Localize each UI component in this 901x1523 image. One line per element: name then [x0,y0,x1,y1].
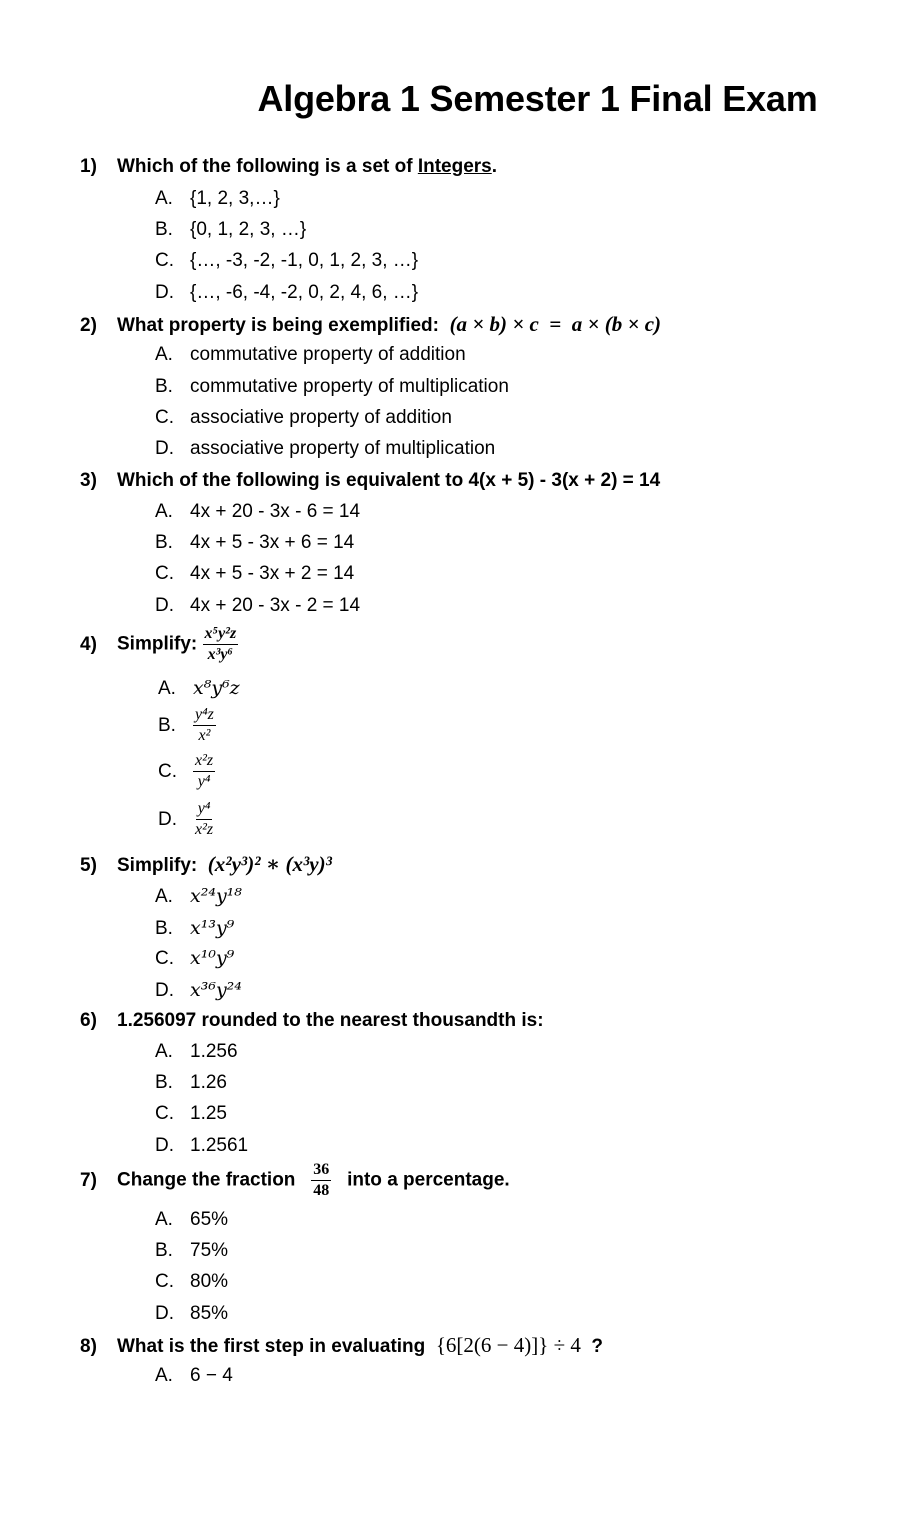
option-letter: D. [155,1303,174,1324]
option-text: associative property of addition [190,407,452,428]
question-text: 1.256097 rounded to the nearest thousandth is: [117,1010,544,1031]
option-3b[interactable] [155,531,354,555]
question-text: Simplify: [117,633,198,655]
option-7a[interactable] [155,1208,228,1232]
option-5a[interactable] [155,884,242,909]
option-text: 75% [190,1240,229,1261]
option-text: {0, 1, 2, 3, …} [190,219,307,240]
option-letter: A. [155,188,173,209]
option-2b[interactable] [155,375,509,399]
question-text-underlined: Integers [417,156,492,177]
question-text: Which of the following is equivalent to 4(x + 5) - 3(x + 2) = 14 [117,470,661,491]
fraction-denominator: x²z [195,821,214,838]
question-number: 1) [80,156,97,177]
option-letter: B. [155,1072,173,1093]
fraction-numerator: 36 [311,1160,331,1181]
option-text: x¹⁰y⁹ [190,947,235,969]
question-text-end: . [491,156,498,177]
option-text: 6 − 4 [190,1365,233,1386]
option-5c[interactable] [155,946,234,971]
fraction-numerator: x²z [193,751,215,772]
option-letter: C. [155,563,174,584]
question-number: 4) [80,633,97,655]
question-number: 8) [80,1336,97,1357]
option-text: 1.2561 [190,1135,249,1156]
option-letter: D. [155,438,174,459]
option-6a[interactable] [155,1040,238,1064]
question-number: 5) [80,855,97,876]
option-text: x¹³y⁹ [190,917,235,939]
option-letter: D. [155,980,174,1001]
option-letter: B. [155,1240,173,1261]
question-4 [80,624,238,665]
option-letter: B. [155,376,173,397]
option-6c[interactable] [155,1102,227,1126]
option-1a[interactable] [155,187,280,211]
option-fraction [193,751,215,792]
option-fraction [193,799,215,840]
option-text: 1.25 [190,1103,227,1124]
option-text: 4x + 20 - 3x - 2 = 14 [190,595,361,616]
fraction-denominator: x² [198,727,211,744]
option-letter: D. [155,595,174,616]
option-letter: C. [155,1271,174,1292]
option-letter: C. [158,760,177,782]
option-8a[interactable] [155,1364,233,1388]
option-4b[interactable] [158,705,216,746]
option-letter: A. [155,1209,173,1230]
question-text-end: ? [591,1336,604,1357]
fraction-denominator: y⁴ [197,773,211,790]
option-letter: C. [155,250,174,271]
option-letter: A. [158,678,176,699]
question-7 [80,1160,510,1201]
option-letter: B. [155,532,173,553]
option-text: {1, 2, 3,…} [190,188,280,209]
option-letter: D. [155,1135,174,1156]
option-text: {…, -3, -2, -1, 0, 1, 2, 3, …} [190,250,419,271]
option-letter: D. [158,808,177,830]
option-5b[interactable] [155,916,234,941]
question-5 [80,852,332,878]
option-text: 65% [190,1209,229,1230]
option-4a[interactable] [158,676,240,701]
question-number: 2) [80,315,97,336]
option-text: x⁸y⁶z [193,677,240,699]
option-text: 1.26 [190,1072,227,1093]
question-expression: (x²y³)² ∗ (x³y)³ [207,852,332,876]
option-3c[interactable] [155,562,354,586]
question-8 [80,1333,603,1359]
question-text: Change the fraction [117,1169,296,1191]
option-letter: A. [155,886,173,907]
question-text: What is the first step in evaluating [117,1336,426,1357]
option-3d[interactable] [155,594,360,618]
fraction-numerator: y⁴z [193,705,216,726]
option-text: {…, -6, -4, -2, 0, 2, 4, 6, …} [190,282,419,303]
question-1 [80,155,497,179]
option-text: 80% [190,1271,229,1292]
option-text: x³⁶y²⁴ [190,979,242,1001]
fraction-numerator: x⁵y²z [203,624,239,645]
option-1d[interactable] [155,281,418,305]
option-3a[interactable] [155,500,360,524]
option-letter: C. [155,948,174,969]
option-letter: A. [155,1365,173,1386]
option-letter: A. [155,501,173,522]
question-3 [80,469,660,493]
option-text: 4x + 5 - 3x + 2 = 14 [190,563,355,584]
option-5d[interactable] [155,978,242,1003]
question-expression: (a × b) × c = a × (b × c) [449,312,662,336]
option-1b[interactable] [155,218,306,242]
option-letter: A. [155,1041,173,1062]
option-4c[interactable] [158,751,215,792]
option-letter: C. [155,407,174,428]
option-text: 4x + 5 - 3x + 6 = 14 [190,532,355,553]
question-fraction [311,1160,331,1201]
option-7d[interactable] [155,1302,228,1326]
question-text-end: into a percentage. [347,1169,510,1191]
option-letter: B. [155,219,173,240]
option-letter: B. [155,918,173,939]
exam-title: Algebra 1 Semester 1 Final Exam [257,78,818,119]
question-number: 6) [80,1010,97,1031]
option-2a[interactable] [155,343,466,367]
option-text: x²⁴y¹⁸ [190,885,242,907]
question-6 [80,1009,544,1033]
option-text: 4x + 20 - 3x - 6 = 14 [190,501,361,522]
question-text: What property is being exemplified: [117,315,439,336]
question-2 [80,312,661,338]
question-number: 3) [80,470,97,491]
question-number: 7) [80,1169,97,1191]
option-text: 85% [190,1303,229,1324]
fraction-denominator: x³y⁶ [207,646,234,663]
question-text: Simplify: [117,855,198,876]
fraction-denominator: 48 [313,1182,330,1199]
question-text: Which of the following is a set of [117,156,418,177]
option-fraction [193,705,216,746]
question-fraction [203,624,239,665]
option-letter: B. [158,714,176,736]
option-letter: C. [155,1103,174,1124]
question-expression: {6[2(6 − 4)]} ÷ 4 [435,1333,581,1357]
option-text: commutative property of multiplication [190,376,509,397]
option-letter: D. [155,282,174,303]
option-2d[interactable] [155,437,495,461]
option-1c[interactable] [155,249,418,273]
option-6d[interactable] [155,1134,248,1158]
option-text: associative property of multiplication [190,438,496,459]
fraction-numerator: y⁴ [196,799,213,820]
option-text: commutative property of addition [190,344,466,365]
option-7b[interactable] [155,1239,228,1263]
option-text: 1.256 [190,1041,238,1062]
option-4d[interactable] [158,799,215,840]
option-7c[interactable] [155,1270,228,1294]
option-letter: A. [155,344,173,365]
option-6b[interactable] [155,1071,227,1095]
option-2c[interactable] [155,406,452,430]
